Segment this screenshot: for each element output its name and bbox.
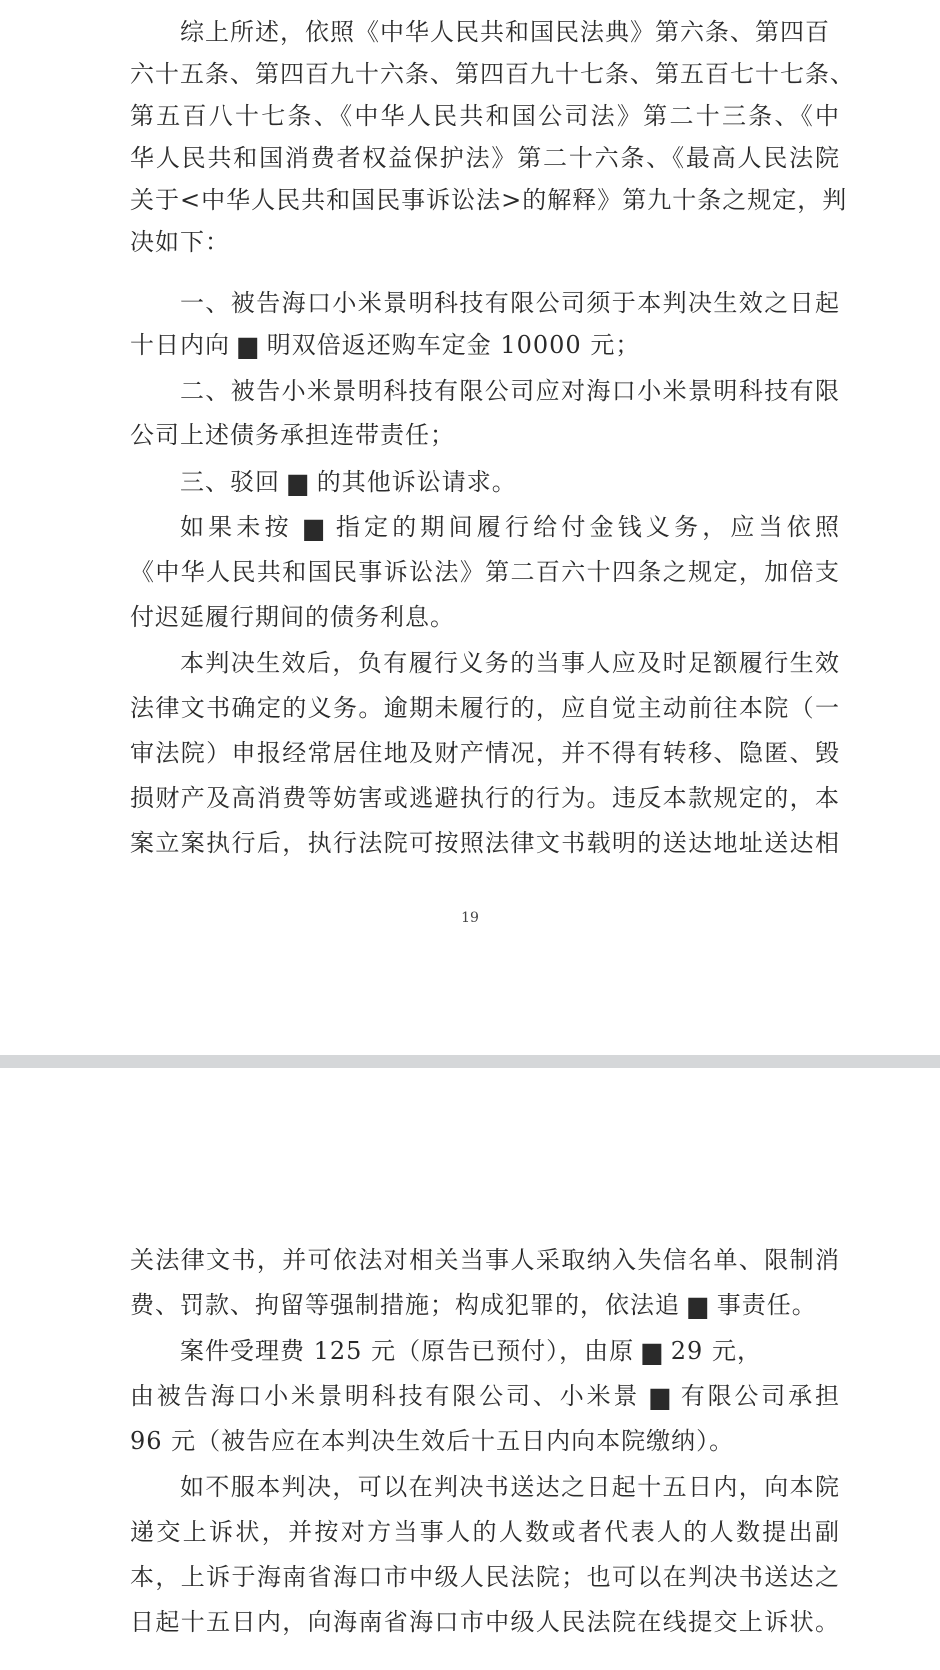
paragraph-line: 如不服本判决，可以在判决书送达之日起十五日内，向本院 xyxy=(180,1473,840,1501)
paragraph-line: 案立案执行后，执行法院可按照法律文书载明的送达地址送达相 xyxy=(130,829,840,857)
paragraph-line: 综上所述，依照《中华人民共和国民法典》第六条、第四百 xyxy=(180,18,830,46)
paragraph-line: 公司上述债务承担连带责任； xyxy=(130,421,455,449)
paragraph-line: 本判决生效后，负有履行义务的当事人应及时足额履行生效 xyxy=(180,649,840,677)
paragraph-line: 决如下： xyxy=(130,228,230,256)
paragraph-line: 十日内向 ▆ 明双倍返还购车定金 10000 元； xyxy=(130,331,641,359)
paragraph-line: 费、罚款、拘留等强制措施；构成犯罪的，依法追 ▆ 事责任。 xyxy=(130,1291,817,1319)
paragraph-line: 《中华人民共和国民事诉讼法》第二百六十四条之规定，加倍支 xyxy=(130,558,840,586)
judgment-item-3: 三、驳回 ▆ 的其他诉讼请求。 xyxy=(180,468,517,496)
judgment-item-2: 二、被告小米景明科技有限公司应对海口小米景明科技有限 xyxy=(180,377,840,405)
paragraph-line: 递交上诉状，并按对方当事人的人数或者代表人的人数提出副 xyxy=(130,1518,840,1546)
paragraph-line: 本，上诉于海南省海口市中级人民法院；也可以在判决书送达之 xyxy=(130,1563,840,1591)
paragraph-line: 华人民共和国消费者权益保护法》第二十六条、《最高人民法院 xyxy=(130,144,840,172)
paragraph-line: 第五百八十七条、《中华人民共和国公司法》第二十三条、《中 xyxy=(130,102,840,130)
paragraph-line: 案件受理费 125 元（原告已预付），由原 ▆ 29 元， xyxy=(180,1337,762,1365)
paragraph-line: 付迟延履行期间的债务利息。 xyxy=(130,603,455,631)
paragraph-line: 关法律文书，并可依法对相关当事人采取纳入失信名单、限制消 xyxy=(130,1246,840,1274)
paragraph-line: 审法院）申报经常居住地及财产情况，并不得有转移、隐匿、毁 xyxy=(130,739,840,767)
paragraph-line: 六十五条、第四百九十六条、第四百九十七条、第五百七十七条、 xyxy=(130,60,855,88)
paragraph-line: 由被告海口小米景明科技有限公司、小米景 ▆ 有限公司承担 xyxy=(130,1382,840,1410)
paragraph-line: 如果未按 ▆ 指定的期间履行给付金钱义务，应当依照 xyxy=(180,513,840,541)
paragraph-line: 法律文书确定的义务。逾期未履行的，应自觉主动前往本院（一 xyxy=(130,694,840,722)
paragraph-line: 96 元（被告应在本判决生效后十五日内向本院缴纳）。 xyxy=(130,1427,735,1455)
document-page-20 xyxy=(0,1068,940,1670)
paragraph-line: 关于<中华人民共和国民事诉讼法>的解释》第九十条之规定，判 xyxy=(130,186,848,214)
page-separator xyxy=(0,1055,940,1068)
paragraph-line: 损财产及高消费等妨害或逃避执行的行为。违反本款规定的，本 xyxy=(130,784,840,812)
judgment-item-1: 一、被告海口小米景明科技有限公司须于本判决生效之日起 xyxy=(180,289,840,317)
page-number: 19 xyxy=(461,910,479,926)
paragraph-line: 日起十五日内，向海南省海口市中级人民法院在线提交上诉状。 xyxy=(130,1608,840,1636)
